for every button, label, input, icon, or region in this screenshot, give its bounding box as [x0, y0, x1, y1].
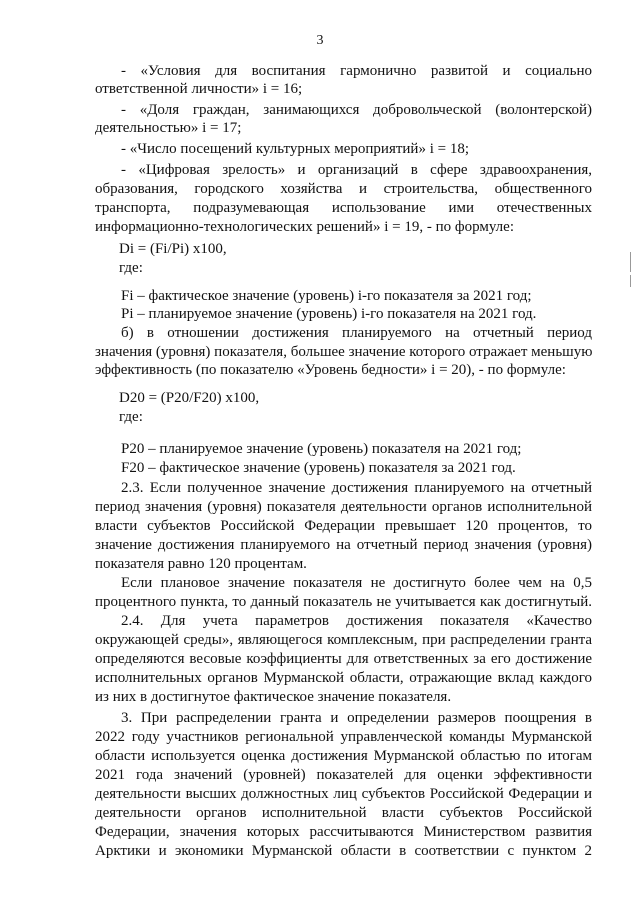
page-number: 3 — [316, 33, 324, 48]
text-line: определяются весовые коэффициенты для ответственных за его достижение — [95, 651, 592, 667]
text-line: Федерации, значения которых рассчитываются Министерством развития — [95, 824, 592, 840]
text-line: области используется оценка достижения Мурманской областью по итогам — [95, 748, 592, 764]
definition-line: Fi – фактическое значение (уровень) i-го показателя за 2021 год; — [121, 288, 532, 304]
text-line: период значения (уровня) показателя деятельности органов исполнительной — [95, 499, 592, 515]
text-line: значение достижения планируемого на отчетный период значения (уровня) — [95, 537, 592, 553]
text-line: 2022 году участников региональной управленческой команды Мурманской — [95, 729, 592, 745]
text-line: 2021 года значений (уровней) показателей для оценки эффективности — [95, 767, 592, 783]
text-line: 3. При распределении гранта и определении размеров поощрения в — [121, 710, 592, 726]
text-line: - «Условия для воспитания гармонично развитой и социально — [121, 63, 592, 79]
text-line: информационно-технологических решений» i = 19, - по формуле: — [95, 219, 514, 235]
text-line: из них в достигнутое фактическое значение показателя. — [95, 689, 452, 705]
formula: D20 = (P20/F20) х100, — [119, 390, 260, 406]
text-line: Если плановое значение показателя не достигнуто более чем на 0,5 — [121, 575, 592, 591]
text-line: Арктики и экономики Мурманской области в соответствии с пунктом 2 — [95, 843, 592, 859]
definition-line: P20 – планируемое значение (уровень) показателя на 2021 год; — [121, 441, 522, 457]
text-line: деятельности высших должностных лиц субъектов Российской Федерации и — [95, 786, 592, 802]
text-line: где: — [119, 260, 143, 276]
scan-edge-mark — [630, 252, 631, 272]
formula: Di = (Fi/Pi) х100, — [119, 241, 227, 257]
text-line: эффективность (по показателю «Уровень бедности» i = 20), - по формуле: — [95, 362, 566, 378]
scan-edge-mark — [630, 275, 631, 287]
text-line: власти субъектов Российской Федерации превышает 120 процентов, то — [95, 518, 592, 534]
text-line: 2.3. Если полученное значение достижения планируемого на отчетный — [121, 480, 592, 496]
text-line: деятельности органов исполнительной власти субъектов Российской — [95, 805, 592, 821]
text-line: б) в отношении достижения планируемого на отчетный период — [121, 325, 592, 341]
text-line: процентного пункта, то данный показатель не учитывается как достигнутый. — [95, 594, 592, 610]
text-line: исполнительных органов Мурманской области, отражающие вклад каждого — [95, 670, 592, 686]
text-line: значения (уровня) показателя, большее значение которого отражает меньшую — [95, 344, 593, 360]
text-line: деятельностью» i = 17; — [95, 120, 242, 136]
text-line: ответственной личности» i = 16; — [95, 81, 303, 97]
text-line: - «Доля граждан, занимающихся добровольческой (волонтерской) — [121, 102, 592, 118]
text-line: транспорта, подразумевающая использование ими отечественных — [95, 200, 592, 216]
text-line: - «Цифровая зрелость» и организаций в сфере здравоохранения, — [121, 162, 592, 178]
text-line: окружающей среды», являющегося комплексным, при распределении гранта — [95, 632, 592, 648]
text-line: где: — [119, 409, 143, 425]
definition-line: F20 – фактическое значение (уровень) показателя за 2021 год. — [121, 460, 516, 476]
text-line: 2.4. Для учета параметров достижения показателя «Качество — [121, 613, 592, 629]
definition-line: Pi – планируемое значение (уровень) i-го показателя на 2021 год. — [121, 306, 537, 322]
text-line: - «Число посещений культурных мероприятий» i = 18; — [121, 141, 469, 157]
text-line: показателя равно 120 процентам. — [95, 556, 307, 572]
text-line: образования, городского хозяйства и строительства, общественного — [95, 181, 592, 197]
